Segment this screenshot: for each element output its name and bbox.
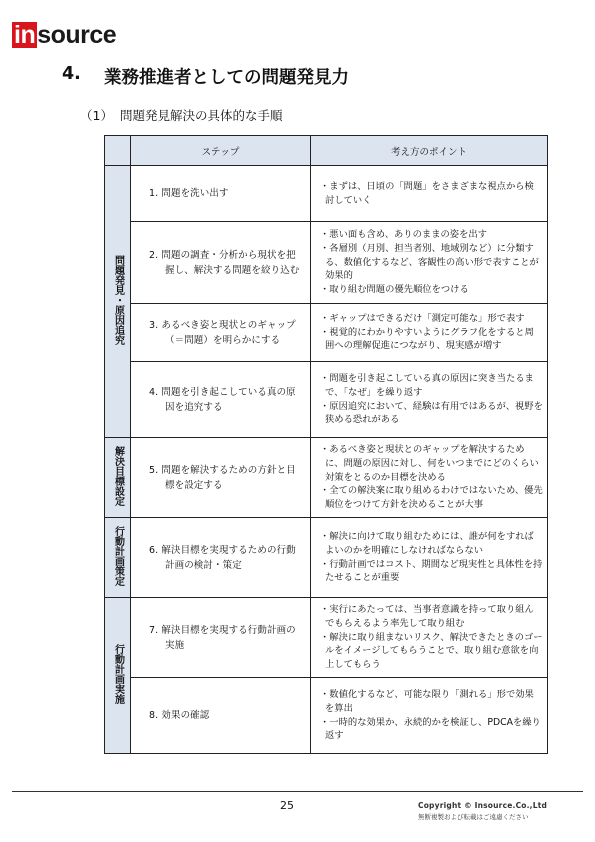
point-item: ・視覚的にわかりやすいようにグラフ化をすると周囲への理解促進につながり、現実感が増す <box>320 326 534 352</box>
point-item: ・問題を引き起こしている真の原因に突き当たるまで、「なぜ」を繰り返す <box>320 372 534 398</box>
step-cell: 2. 問題の調査・分析から現状を把握し、解決する問題を絞り込む <box>131 222 311 304</box>
step-cell: 5. 問題を解決するための方針と目標を設定する <box>131 438 311 518</box>
page-number: 25 <box>280 799 294 812</box>
points-cell <box>311 362 548 438</box>
table-row <box>105 678 548 754</box>
category-cell <box>105 598 131 754</box>
logo-source: source <box>37 21 117 49</box>
point-item: ・ギャップはできるだけ「測定可能な」形で表す <box>320 312 525 324</box>
step-cell: 4. 問題を引き起こしている真の原因を追究する <box>131 362 311 438</box>
table-row <box>105 438 548 518</box>
points-cell <box>311 518 548 598</box>
section-title: 業務推進者としての問題発見力 <box>104 68 349 88</box>
step-cell: 8. 効果の確認 <box>131 678 311 754</box>
step-cell: 3. あるべき姿と現状とのギャップ（＝問題）を明らかにする <box>131 304 311 362</box>
point-item: ・行動計画ではコスト、期間など現実性と具体性を持たせることが重要 <box>320 558 543 584</box>
subsection-heading <box>80 106 283 124</box>
category-cell <box>105 166 131 438</box>
point-item: ・数値化するなど、可能な限り「測れる」形で効果を算出 <box>320 688 534 714</box>
category-cell <box>105 518 131 598</box>
points-cell <box>311 304 548 362</box>
point-item: ・実行にあたっては、当事者意識を持って取り組んでもらえるよう率先して取り組む <box>320 604 534 629</box>
points-cell <box>311 222 548 304</box>
table-row <box>105 166 548 222</box>
point-item: ・各層別（月別、担当者別、地域別など）に分類する、数値化するなど、客観性の高い形で表すことが効果的 <box>320 242 539 282</box>
table-row <box>105 304 548 362</box>
table-row <box>105 518 548 598</box>
point-item: ・まずは、日頃の「問題」をさまざまな視点から検討していく <box>320 180 534 206</box>
category-label: 問題発見・原因追究 <box>112 255 124 345</box>
point-item: ・解決に向けて取り組むためには、誰が何をすればよいのかを明確にしなければならない <box>320 530 534 556</box>
insource-logo <box>12 22 116 48</box>
table-header-row <box>105 136 548 166</box>
table-row <box>105 598 548 678</box>
footer-divider <box>12 791 583 792</box>
table-row <box>105 362 548 438</box>
subsection-title: 問題発見解決の具体的な手順 <box>120 108 283 123</box>
copyright-note: 無断複製および転載はご遠慮ください <box>418 813 529 821</box>
table-row <box>105 222 548 304</box>
header-step: ステップ <box>131 136 311 166</box>
header-points: 考え方のポイント <box>311 136 548 166</box>
step-cell: 1. 問題を洗い出す <box>131 166 311 222</box>
header-category-cell <box>105 136 131 166</box>
section-number: 4. <box>62 64 81 84</box>
point-item: ・一時的な効果か、永続的かを検証し、PDCAを繰り返す <box>320 716 541 742</box>
point-item: ・悪い面も含め、ありのままの姿を出す <box>320 229 487 240</box>
category-label: 解決目標設定 <box>112 446 124 506</box>
points-cell <box>311 166 548 222</box>
step-cell: 7. 解決目標を実現する行動計画の実施 <box>131 598 311 678</box>
point-item: ・解決に取り組まないリスク、解決できたときのゴールをイメージしてもらうことで、取り組む意欲を向上してもらう <box>320 631 543 671</box>
procedure-table <box>104 135 548 754</box>
point-item: ・原因追究において、経験は有用ではあるが、視野を狭める恐れがある <box>320 400 543 426</box>
copyright: Copyright © Insource.Co.,Ltd <box>418 801 548 810</box>
points-cell <box>311 598 548 678</box>
logo-in: in <box>14 21 36 49</box>
category-label: 行動計画実施 <box>112 644 124 704</box>
section-heading <box>62 64 349 89</box>
point-item: ・全ての解決案に取り組めるわけではないため、優先順位をつけて方針を決めることが大事 <box>320 485 543 511</box>
point-item: ・取り組む問題の優先順位をつける <box>320 284 469 296</box>
point-item: ・あるべき姿と現状とのギャップを解決するために、問題の原因に対し、何をいつまでにどのくらい対策をとるのか目標を決める <box>320 444 539 483</box>
subsection-number: （1） <box>80 108 113 123</box>
points-cell <box>311 438 548 518</box>
category-label: 行動計画策定 <box>112 526 124 586</box>
points-cell <box>311 678 548 754</box>
step-cell: 6. 解決目標を実現するための行動計画の検討・策定 <box>131 518 311 598</box>
category-cell <box>105 438 131 518</box>
